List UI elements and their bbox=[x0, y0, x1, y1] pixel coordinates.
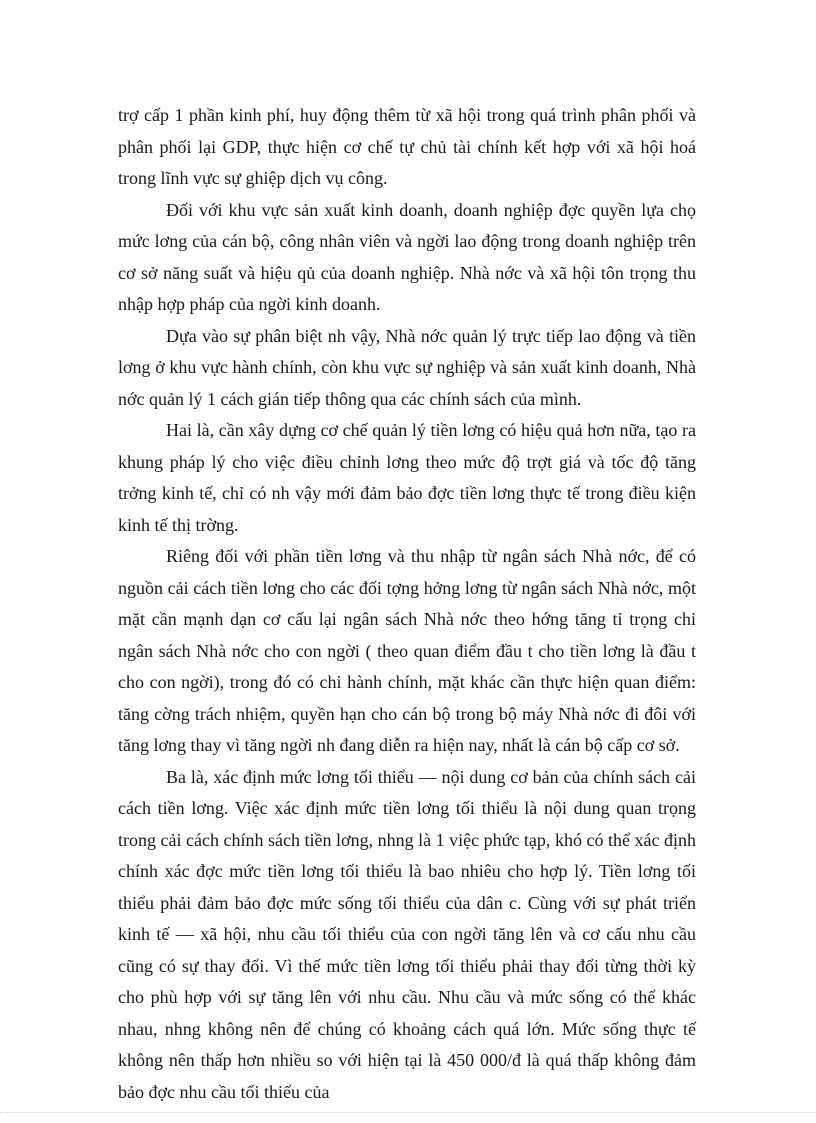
paragraph-4: Hai là, cần xây dựng cơ chế quản lý tiền lơng có hiệu quả hơn nữa, tạo ra khung pháp lý cho việc điều chỉnh lơng theo mức độ trợt giá và tốc độ tăng trởng kinh tế, chỉ có nh vậy mới đảm bảo đợc tiền lơng thực tế trong điều kiện kinh tế thị trờng. bbox=[118, 420, 696, 535]
paragraph-3: Dựa vào sự phân biệt nh vậy, Nhà nớc quản lý trực tiếp lao động và tiền lơng ở khu vực hành chính, còn khu vực sự nghiệp và sản xuất kinh doanh, Nhà nớc quản lý 1 cách gián tiếp thông qua các chính sách của mình. bbox=[118, 325, 696, 409]
paragraph-1: trợ cấp 1 phần kinh phí, huy động thêm từ xã hội trong quá trình phân phối và phân phối lại GDP, thực hiện cơ chế tự chủ tài chính kết hợp với xã hội hoá trong lĩnh vực sự ghiệp dịch vụ công. bbox=[118, 105, 696, 188]
paragraph-6: Ba là, xác định mức lơng tối thiểu — nội dung cơ bản của chính sách cải cách tiền lơng. Việc xác định mức tiền lơng tối thiểu là nội dung quan trọng trong cải cách chính sách tiền lơng, nhng là 1 việc phức tạp, khó có thể xác định chính xác đợc mức tiền lơng tối thiểu là bao nhiêu cho hợp lý. Tiền lơng tối thiểu phải đảm bảo đợc mức sống tối thiểu của dân c. Cùng với sự phát triển kinh tế — xã hội, nhu cầu tối thiểu của con ngời tăng lên và cơ cấu nhu cầu cũng có sự thay đổi. Vì thế mức tiền lơng tối thiểu phải thay đổi từng thời kỳ cho phù hợp với sự tăng lên với nhu cầu. Nhu cầu và mức sống có thể khác nhau, nhng không nên để chúng có khoảng cách quá lớn. Mức sống thực tế không nên thấp hơn nhiều so với hiện tại là 450 000/đ là quá thấp không đảm bảo đợc nhu cầu tối thiểu của bbox=[118, 766, 696, 1102]
paragraph-2: Đối với khu vực sản xuất kinh doanh, doanh nghiệp đợc quyền lựa chọ mức lơng của cán bộ, công nhân viên và ngời lao động trong doanh nghiệp trên cơ sở năng suất và hiệu qủ của doanh nghiệp. Nhà nớc và xã hội tôn trọng thu nhập hợp pháp của ngời kinh doanh. bbox=[118, 199, 696, 314]
page-bottom-divider bbox=[0, 1112, 816, 1113]
body-text bbox=[118, 100, 696, 1108]
paragraph-5: Riêng đối với phần tiền lơng và thu nhập từ ngân sách Nhà nớc, để có nguồn cải cách tiền lơng cho các đối tợng hởng lơng từ ngân sách Nhà nớc, một mặt cần mạnh dạn cơ cấu lại ngân sách Nhà nớc theo hớng tăng tỉ trọng chi ngân sách Nhà nớc cho con ngời ( theo quan điểm đầu t cho tiền lơng là đầu t cho con ngời), trong đó có chi hành chính, mặt khác cần thực hiện quan điểm: tăng cờng trách nhiệm, quyền hạn cho cán bộ trong bộ máy Nhà nớc đi đôi với tăng lơng thay vì tăng ngời nh đang diễn ra hiện nay, nhất là cán bộ cấp cơ sở. bbox=[118, 546, 696, 755]
